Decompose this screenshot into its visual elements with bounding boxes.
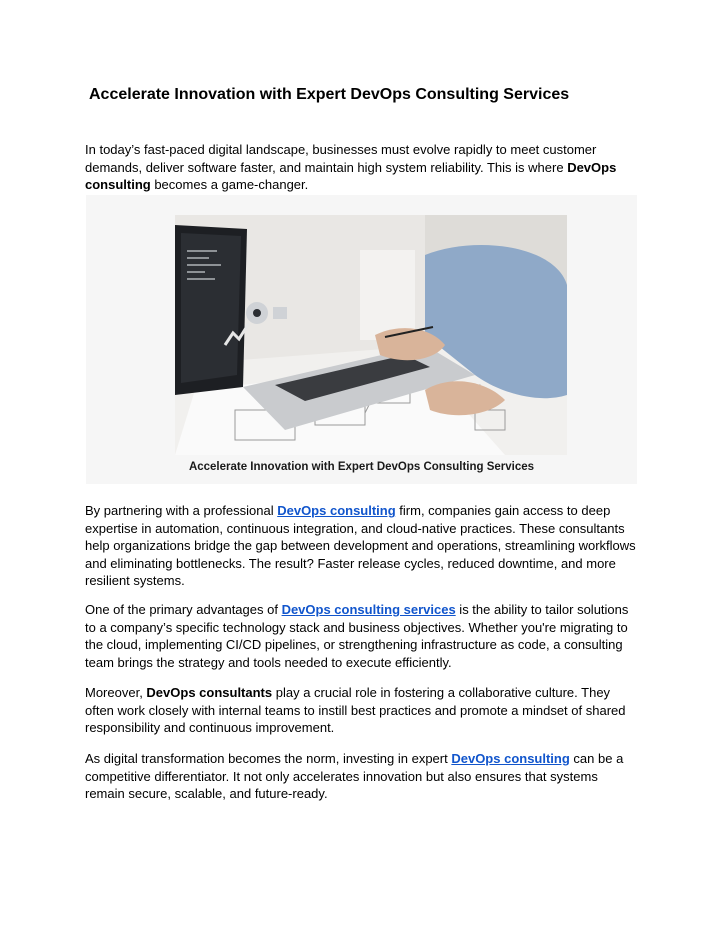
para2-text-1: By partnering with a professional xyxy=(85,503,278,518)
intro-bold-term: DevOps consulting xyxy=(85,159,617,192)
para4-text-1: Moreover, xyxy=(85,685,147,700)
para4-bold-term: DevOps consultants xyxy=(146,685,273,700)
devops-consulting-link-2[interactable]: DevOps consulting xyxy=(451,751,570,766)
para2-text-2: firm, companies gain access to deep expertise in automation, continuous integration, and cloud-native practices. These consultants help organizations bridge the gap between development and operations, streamlining workflows and eliminating bottlenecks. The result? Faster release cycles, reduced downtime, and more resilient systems. xyxy=(85,503,636,588)
intro-text-2: becomes a game-changer. xyxy=(150,177,309,192)
laptop-photo xyxy=(175,215,567,455)
para4-text-2: play a crucial role in fostering a collaborative culture. They often work closely with internal teams to instill best practices and promote a mindset of shared responsibility and continuous improvement. xyxy=(85,685,626,735)
paragraph-advantages xyxy=(85,601,637,671)
laptop-illustration xyxy=(175,215,567,455)
devops-consulting-services-link[interactable]: DevOps consulting services xyxy=(281,602,456,617)
page-title: Accelerate Innovation with Expert DevOps Consulting Services xyxy=(89,86,570,103)
intro-text-1: In today’s fast-paced digital landscape, businesses must evolve rapidly to meet customer demands, deliver software faster, and maintain high system reliability. This is where xyxy=(85,142,597,175)
paragraph-partnering xyxy=(85,502,637,590)
para5-text-1: As digital transformation becomes the norm, investing in expert xyxy=(85,751,452,766)
paragraph-transformation xyxy=(85,750,637,803)
article-figure xyxy=(86,195,637,484)
devops-consulting-link[interactable]: DevOps consulting xyxy=(277,503,396,518)
para3-text-1: One of the primary advantages of xyxy=(85,602,282,617)
figure-caption: Accelerate Innovation with Expert DevOps Consulting Services xyxy=(188,461,535,473)
para3-text-2: is the ability to tailor solutions to a company’s specific technology stack and business objectives. Whether you're migrating to the cloud, implementing CI/CD pipelines, or strengthening infrastructure as code, a consulting team brings the strategy and tools needed to execute efficiently. xyxy=(85,602,629,670)
paragraph-consultants xyxy=(85,684,637,737)
para5-text-2: can be a competitive differentiator. It not only accelerates innovation but also ensures that systems remain secure, scalable, and future-ready. xyxy=(85,751,624,801)
intro-paragraph xyxy=(85,141,637,194)
